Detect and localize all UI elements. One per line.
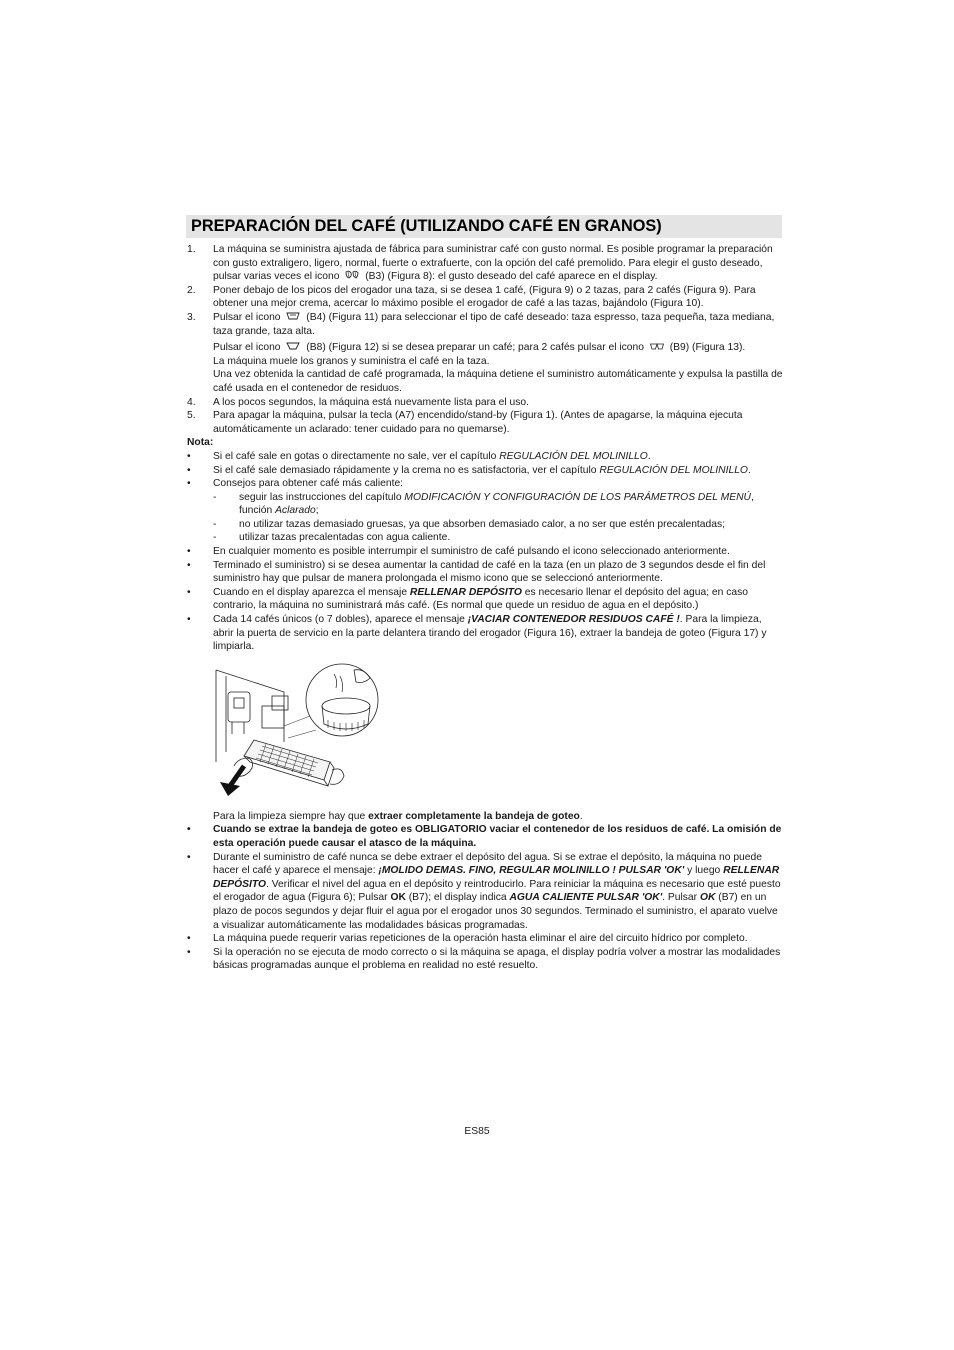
key-label: OK [390, 892, 406, 904]
step-text: A los pocos segundos, la máquina está nuevamente lista para el uso. [213, 396, 529, 408]
note-bullet [187, 946, 783, 973]
step-text-line2-end: (B9) (Figura 13). [669, 342, 746, 354]
note-emphasis: extraer completamente la bandeja de goteo [368, 810, 580, 822]
page-number: ES85 [464, 1126, 490, 1137]
step-text-line2-cont: (B8) (Figura 12) si se desea preparar un café; para 2 cafés pulsar el icono [306, 342, 644, 354]
note-text: Cuando en el display aparezca el mensaje [213, 586, 410, 598]
note-text: . [747, 464, 751, 476]
note-text: (B7) en un plazo de pocos segundos y dejar fluir el agua por el erogador unos 30 segundos. Terminado el suministro, el aparato vuelve a visualizar automáticamente las modalidades básicas programadas. [213, 892, 778, 931]
note-bullet [187, 464, 783, 478]
coffee-strength-icon [345, 270, 359, 280]
note-text: . Para la limpieza, abrir la puerta de servicio en la parte delantera tirando del erogador (Figura 16), extraer la bandeja de goteo (Figura 17) y limpiarla. [213, 614, 767, 653]
dash: - [213, 491, 217, 503]
note-text: es necesario llenar el depósito del agua; en caso contrario, la máquina no suministrará más café. (Es normal que quede un residuo de agua en el depósito.) [213, 586, 748, 612]
note-text: Consejos para obtener café más caliente: [213, 478, 404, 490]
key-label: OK [699, 892, 716, 904]
bullet: • [187, 946, 191, 958]
note-bullet [187, 545, 783, 559]
note-text: . Pulsar [662, 892, 700, 904]
display-message: ¡VACIAR CONTENEDOR RESIDUOS CAFÉ ! [467, 614, 680, 626]
note-text: Si el café sale en gotas o directamente no sale, ver el capítulo [213, 450, 500, 462]
note-text: , función [239, 491, 754, 517]
note-text: Para la limpieza siempre hay que [213, 810, 369, 822]
drip-tray-drawing [214, 662, 384, 804]
note-text: . Verificar el nivel del agua en el depósito y reintroducirlo. Para reiniciar la máquina es necesario que esté puesto el erogador de agua (Figura 6); Pulsar [213, 878, 781, 904]
step-text: Poner debajo de los picos del erogador una taza, si se desea 1 café, (Figura 9) o 2 tazas, para 2 cafés (Figura 9). Para obtener una mejor crema, acercar lo máximo posible el erogador de café a las tazas, bajándolo (Figura 10). [213, 284, 756, 310]
step-text-line4: Una vez obtenida la cantidad de café programada, la máquina detiene el suministro automáticamente y expulsa la pastilla de café usada en el contenedor de residuos. [213, 369, 783, 394]
step-number: 1. [187, 244, 196, 255]
bullet: • [187, 559, 191, 571]
body-text [187, 243, 783, 973]
note-ref: MODIFICACIÓN Y CONFIGURACIÓN DE LOS PARÁMETROS DEL MENÚ [404, 491, 751, 503]
drip-tray-illustration [214, 662, 384, 804]
step-number: 5. [187, 410, 196, 422]
note-text: Terminado el suministro) si se desea aumentar la cantidad de café en la taza (en un plazo de 3 segundos desde el fin del suministro hay que pulsar de manera prolongada el mismo icono que se seleccionó anteriormente. [213, 559, 766, 585]
note-bullet [187, 851, 783, 933]
note-text: . [579, 810, 583, 822]
note-text: Durante el suministro de café nunca se debe extraer el depósito del agua. Si se extrae el depósito, la máquina no puede hacer el café y aparece el mensaje: [213, 851, 762, 877]
note-ref: Aclarado [275, 505, 316, 517]
dash: - [213, 532, 217, 544]
step-number: 4. [187, 396, 196, 408]
note-bullet [187, 586, 783, 613]
step-text-line3: La máquina muele los granos y suministra el café en la taza. [213, 355, 490, 367]
display-message: AGUA CALIENTE PULSAR 'OK' [509, 892, 663, 904]
note-bullet [187, 477, 783, 491]
two-cups-icon [650, 341, 664, 351]
step-4 [187, 396, 783, 410]
note-text: no utilizar tazas demasiado gruesas, ya que absorben demasiado calor, a no ser que estén precalentadas; [239, 518, 725, 530]
bullet: • [187, 614, 191, 626]
section-title-bar [186, 215, 782, 238]
dash-item [187, 491, 783, 518]
bullet: • [187, 933, 191, 945]
note-text: utilizar tazas precalentadas con agua caliente. [239, 532, 451, 544]
display-message: RELLENAR DEPÓSITO [409, 586, 522, 598]
note-ref: REGULACIÓN DEL MOLINILLO [599, 464, 748, 476]
cleaning-note [187, 810, 783, 824]
step-text: La máquina se suministra ajustada de fábrica para suministrar café con gusto normal. Es posible programar la preparación con gusto extraligero, ligero, normal, fuerte o extrafuerte, con la opción del café premolido. Para elegir el gusto deseado, pulsar varias veces el icono [213, 244, 773, 283]
one-cup-icon [286, 341, 300, 351]
note-text: ; [315, 505, 319, 517]
note-text: Si el café sale demasiado rápidamente y la crema no es satisfactoria, ver el capítulo [213, 464, 600, 476]
note-text: . [647, 450, 651, 462]
note-text: (B7); el display indica [405, 892, 510, 904]
nota-label: Nota: [187, 437, 214, 449]
note-text: En cualquier momento es posible interrumpir el suministro de café pulsando el icono seleccionado anteriormente. [213, 546, 730, 558]
bullet: • [187, 824, 191, 836]
note-bullet [187, 932, 783, 946]
bullet: • [187, 546, 191, 558]
note-text: seguir las instrucciones del capítulo [239, 491, 405, 503]
step-text-cont: (B3) (Figura 8): el gusto deseado del café aparece en el display. [365, 271, 658, 283]
display-message: ¡MOLIDO DEMAS. FINO, REGULAR MOLINILLO ! PULSAR 'OK' [378, 865, 685, 877]
step-text: Para apagar la máquina, pulsar la tecla (A7) encendido/stand-by (Figura 1). (Antes de apagarse, la máquina ejecuta automáticamente un aclarado: tener cuidado para no quemarse). [213, 410, 743, 435]
bullet: • [187, 464, 191, 476]
bullet: • [187, 478, 191, 490]
note-bullet [187, 613, 783, 654]
note-text: Cada 14 cafés únicos (o 7 dobles), aparece el mensaje [213, 614, 468, 626]
note-bullet [187, 559, 783, 586]
step-3 [187, 311, 783, 396]
note-bullet [187, 823, 783, 850]
step-number: 3. [187, 311, 196, 323]
step-5 [187, 409, 783, 436]
cup-type-icon [286, 311, 300, 321]
step-text-cont: (B4) (Figura 11) para seleccionar el tipo de café deseado: taza espresso, taza pequeña, taza mediana, taza grande, taza alta. [213, 311, 775, 337]
step-text-line2: Pulsar el icono [213, 342, 281, 354]
dash-item [187, 518, 783, 532]
bullet: • [187, 851, 191, 863]
step-number: 2. [187, 284, 196, 296]
note-text: y luego [684, 865, 724, 877]
warning-text: Cuando se extrae la bandeja de goteo es OBLIGATORIO vaciar el contenedor de los residuos de café. La omisión de esta operación puede causar el atasco de la máquina. [213, 824, 782, 849]
section-title: PREPARACIÓN DEL CAFÉ (UTILIZANDO CAFÉ EN GRANOS) [191, 217, 662, 235]
dash-item [187, 531, 783, 545]
pull-arrow-icon [220, 766, 244, 796]
step-2 [187, 284, 783, 311]
note-text: Si la operación no se ejecuta de modo correcto o si la máquina se apaga, el display podría volver a mostrar las modalidades básicas programadas aunque el problema en realidad no esté resuelto. [213, 946, 781, 972]
dash: - [213, 518, 217, 530]
note-text: La máquina puede requerir varias repeticiones de la operación hasta eliminar el aire del circuito hídrico por completo. [213, 933, 748, 945]
step-text: Pulsar el icono [213, 311, 281, 323]
display-message: RELLENAR DEPÓSITO [213, 865, 780, 890]
step-1 [187, 243, 783, 284]
bullet: • [187, 586, 191, 598]
note-ref: REGULACIÓN DEL MOLINILLO [499, 450, 648, 462]
bullet: • [187, 450, 191, 462]
note-bullet [187, 450, 783, 464]
